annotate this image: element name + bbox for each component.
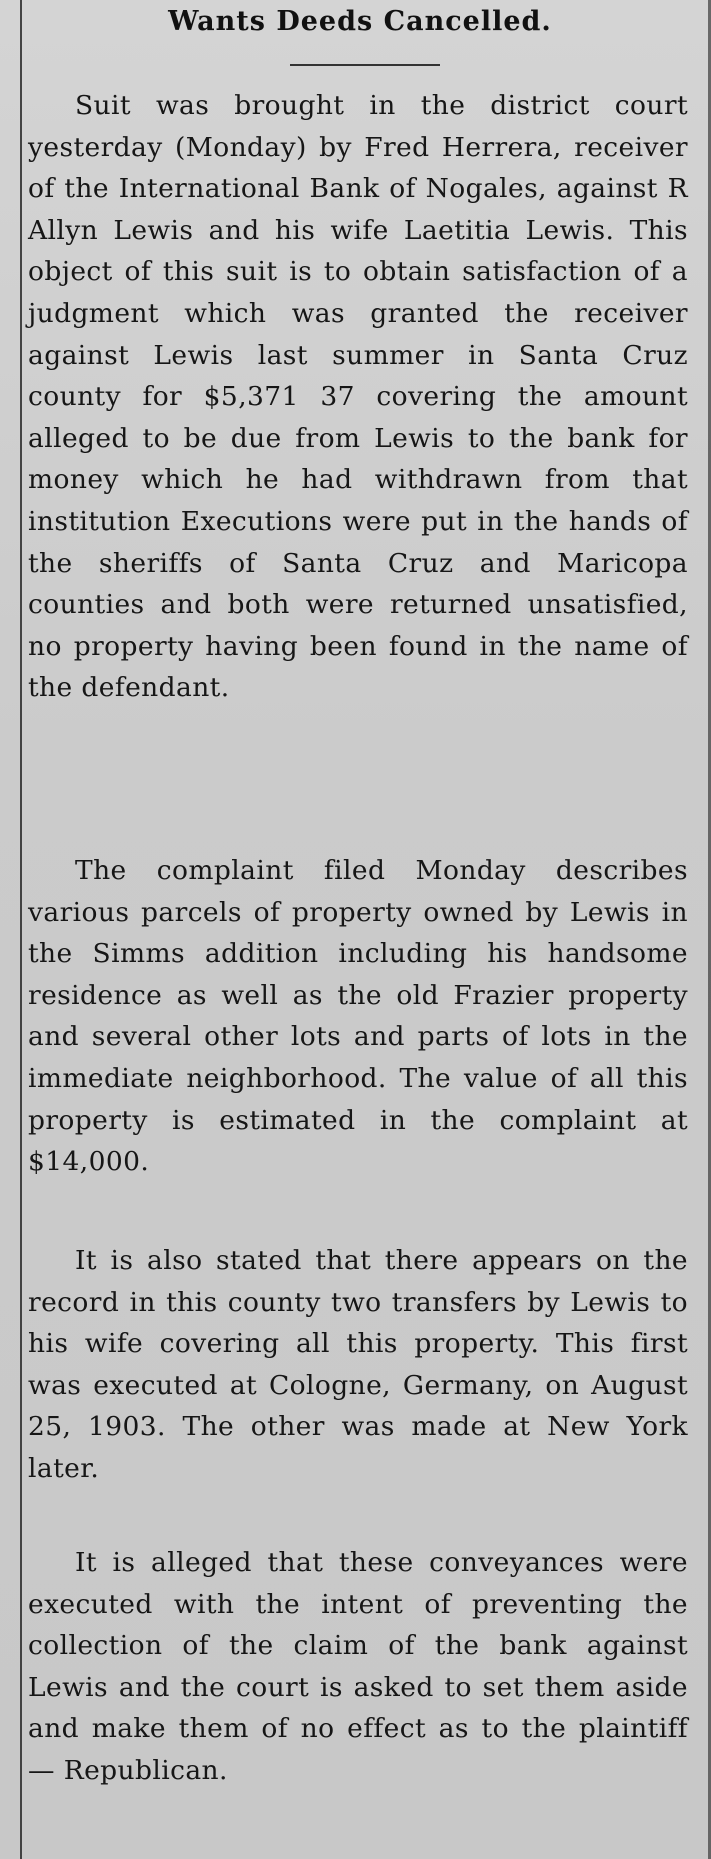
article-paragraph-4: It is alleged that these conveyances were executed with the intent of preventing the collection of the claim of the bank against Lewis and the court is asked to set them aside and make them of no effect as to the plaintiff — Republican.: [28, 1547, 688, 1786]
article-headline: Wants Deeds Cancelled.: [168, 6, 552, 37]
headline-divider: [290, 64, 440, 66]
article-paragraph-3: It is also stated that there appears on the record in this county two transfers by Lewis to his wife covering all this property. This first was executed at Cologne, Germany, on August 25, 1903. The other was made at New York later.: [28, 1245, 688, 1484]
column-rule-left: [20, 0, 22, 1859]
article-paragraph-1: Suit was brought in the district court yesterday (Monday) by Fred Herrera, receiver of the International Bank of Nogales, against R Allyn Lewis and his wife Laetitia Lewis. This object of this suit is to obtain satisfaction of a judgment which was granted the receiver against Lewis last summer in Santa Cruz county for $5,371 37 covering the amount alleged to be due from Lewis to the bank for money which he had withdrawn from that institution Executions were put in the hands of the sheriffs of Santa Cruz and Maricopa counties and both were returned unsatisfied, no property having been found in the name of the defendant.: [28, 90, 688, 704]
article-paragraph-2: The complaint filed Monday describes various parcels of property owned by Lewis in the Simms addition including his handsome residence as well as the old Frazier property and several other lots and parts of lots in the immediate neighborhood. The value of all this property is estimated in the complaint at $14,000.: [28, 855, 688, 1178]
